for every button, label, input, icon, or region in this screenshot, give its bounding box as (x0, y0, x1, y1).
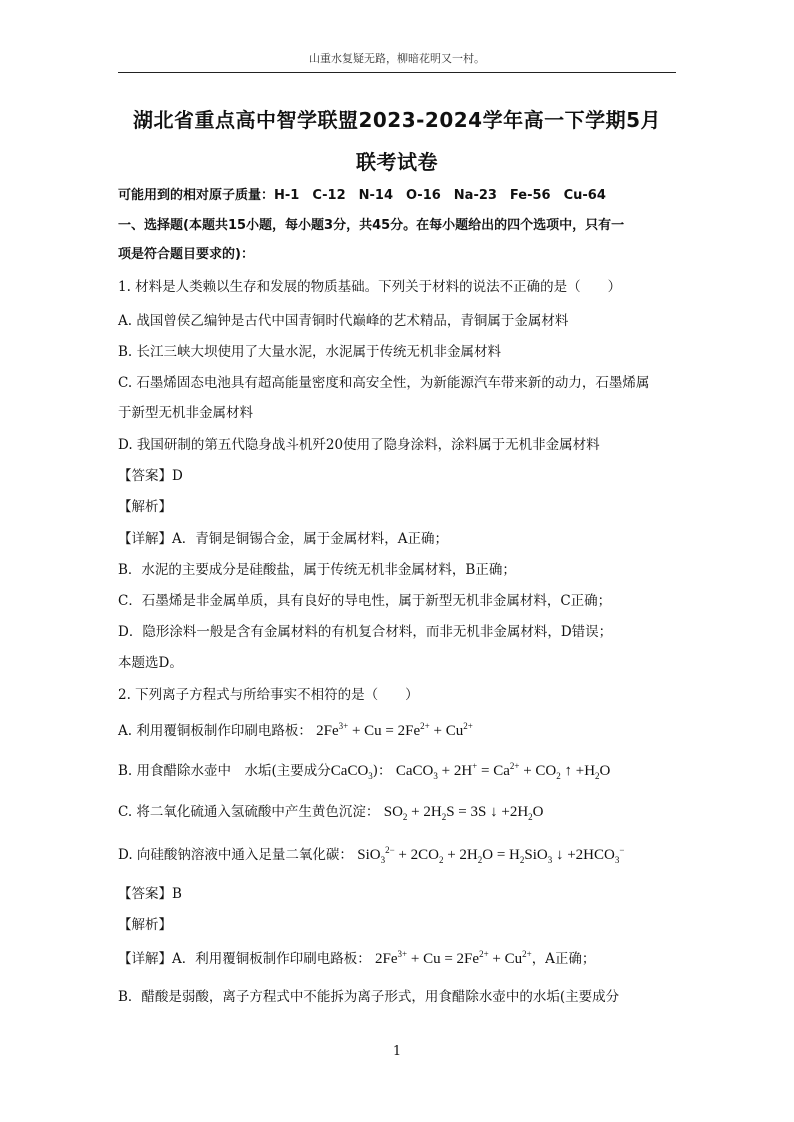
question-2-option-c-text: C. 将二氧化硫通入氢硫酸中产生黄色沉淀： (118, 804, 380, 820)
section-instructions-line1: 一、选择题(本题共15小题，每小题3分，共45分。在每小题给出的四个选项中，只有一 (118, 218, 625, 233)
question-1-detail-d: D．隐形涂料一般是含有金属材料的有机复合材料，而非无机非金属材料，D错误； (118, 624, 613, 640)
equation-b: CaCO$_3$ + $2H^+ = Ca^{2+} + CO_2$ ↑ $+H_2O$ (395, 761, 611, 781)
page-header-motto: 山重水复疑无路，柳暗花明又一村。 (118, 50, 676, 73)
page-number: 1 (392, 1044, 402, 1059)
equation-detail-a: $2Fe^{3+} + Cu = 2Fe^{2+} + Cu^{2+}$ (375, 949, 532, 967)
question-1-option-b: B. 长江三峡大坝使用了大量水泥，水泥属于传统无机非金属材料 (118, 344, 502, 360)
question-1-option-c-line2: 于新型无机非金属材料 (118, 405, 253, 421)
question-1-conclusion: 本题选D。 (118, 655, 183, 671)
exam-title-line1: 湖北省重点高中智学联盟2023-2024学年高一下学期5月 (132, 108, 662, 132)
question-2-answer: 【答案】B (118, 886, 182, 902)
question-1-detail-b: B．水泥的主要成分是硅酸盐，属于传统无机非金属材料，B正确； (118, 562, 516, 578)
question-1-detail-a: 【详解】A．青铜是铜锡合金，属于金属材料，A正确； (118, 531, 448, 547)
question-1-option-d: D. 我国研制的第五代隐身战斗机歼20使用了隐身涂料，涂料属于无机非金属材料 (118, 437, 600, 453)
question-2-option-b (118, 762, 678, 780)
equation-c: $SO_2 + 2H_2S = 3S$ ↓ $+2H_2O$ (383, 804, 544, 822)
question-2-stem: 2. 下列离子方程式与所给事实不相符的是（ ） (118, 687, 419, 703)
equation-a: $2Fe^{3+} + Cu = 2Fe^{2+} + Cu^{2+}$ (316, 721, 473, 739)
question-1-answer: 【答案】D (118, 468, 183, 484)
question-2-analysis-label: 【解析】 (118, 917, 172, 933)
section-instructions-line2: 项是符合题目要求的)： (118, 247, 254, 262)
question-2-option-a (118, 722, 678, 740)
caco3-formula: CaCO$_3$ (330, 763, 373, 781)
exam-title-line2: 联考试卷 (356, 150, 438, 174)
question-1-option-c-line1: C. 石墨烯固态电池具有超高能量密度和高安全性，为新能源汽车带来新的动力，石墨烯属 (118, 375, 650, 391)
question-2-option-b-text: B. 用食醋除水壶中 水垢(主要成分 (118, 763, 331, 779)
question-2-detail-b: B．醋酸是弱酸，离子方程式中不能拆为离子形式，用食醋除水壶中的水垢(主要成分 (118, 989, 620, 1005)
question-2-option-d (118, 846, 678, 864)
question-2-option-c (118, 803, 678, 821)
question-1-detail-c: C．石墨烯是非金属单质，具有良好的导电性，属于新型无机非金属材料，C正确； (118, 593, 612, 609)
question-1-stem: 1. 材料是人类赖以生存和发展的物质基础。下列关于材料的说法不正确的是（ ） (118, 279, 622, 295)
question-2-detail-a (118, 950, 678, 968)
atomic-masses: 可能用到的相对原子质量：H-1 C-12 N-14 O-16 Na-23 Fe-56 Cu-64 (118, 188, 606, 203)
question-2-option-a-text: A. 利用覆铜板制作印刷电路板： (118, 723, 312, 739)
question-2-detail-a-end: ，A正确； (531, 951, 596, 967)
question-1-option-a: A. 战国曾侯乙编钟是古代中国青铜时代巅峰的艺术精品，青铜属于金属材料 (118, 313, 569, 329)
question-2-option-b-close: )： (372, 763, 392, 779)
question-1-analysis-label: 【解析】 (118, 499, 172, 515)
question-2-option-d-text: D. 向硅酸钠溶液中通入足量二氧化碳： (118, 847, 353, 863)
question-2-detail-a-text: 【详解】A．利用覆铜板制作印刷电路板： (118, 951, 371, 967)
equation-d: $SiO_3^{2-} + 2CO_2 + 2H_2O = H_2SiO_3$ ↓ $+2HCO_3^-$ (357, 845, 625, 865)
